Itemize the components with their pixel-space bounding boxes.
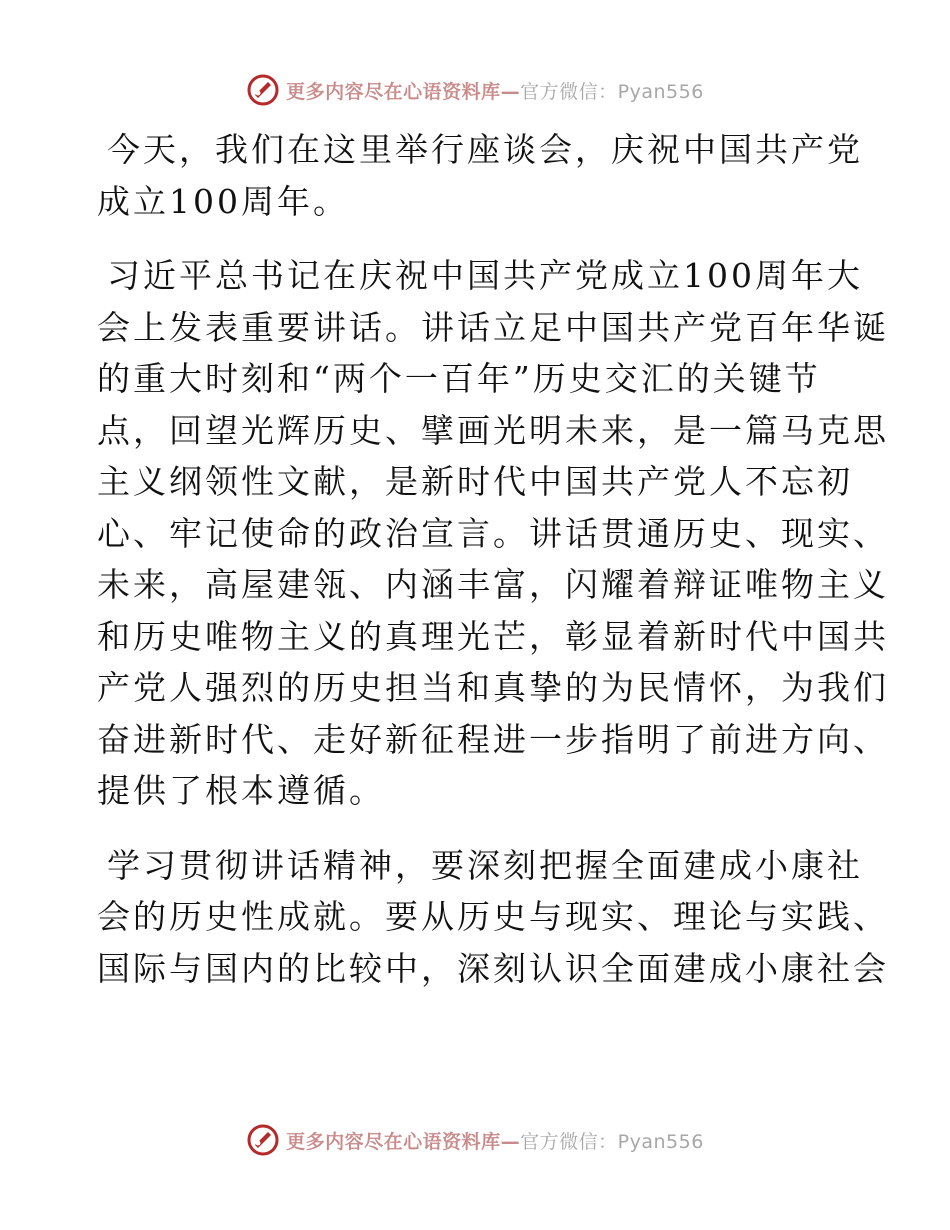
- text-line: 和历史唯物主义的真理光芒，彰显着新时代中国共: [97, 616, 889, 656]
- text-line: 成立100周年。: [97, 181, 349, 221]
- paragraph: [97, 250, 889, 817]
- footer-banner: [0, 1120, 950, 1160]
- paragraph: [97, 840, 889, 995]
- text-line: 未来，高屋建瓴、内涵丰富，闪耀着辩证唯物主义: [97, 565, 889, 604]
- banner-text: 更多内容尽在心语资料库—官方微信：Pyan556: [286, 80, 704, 103]
- text-line: 学习贯彻讲话精神，要深刻把握全面建成小康社: [107, 845, 863, 885]
- text-line: 产党人强烈的历史担当和真挚的为民情怀，为我们: [97, 668, 889, 707]
- document-body: [97, 124, 889, 1017]
- text-line: 习近平总书记在庆祝中国共产党成立100周年大: [107, 256, 863, 295]
- banner-text: 更多内容尽在心语资料库—官方微信：Pyan556: [286, 1130, 704, 1153]
- text-line: 会的历史性成就。要从历史与现实、理论与实践、: [97, 897, 889, 936]
- header-banner: [0, 70, 950, 110]
- text-line: 今天，我们在这里举行座谈会，庆祝中国共产党: [107, 130, 863, 169]
- logo-icon: [246, 1123, 280, 1157]
- logo-icon: [246, 73, 280, 107]
- text-line: 会上发表重要讲话。讲话立足中国共产党百年华诞: [97, 307, 889, 347]
- text-line: 主义纲领性文献，是新时代中国共产党人不忘初: [97, 462, 853, 501]
- text-line: 点，回望光辉历史、擘画光明未来，是一篇马克思: [97, 410, 889, 450]
- text-line: 心、牢记使命的政治宣言。讲话贯通历史、现实、: [97, 513, 889, 553]
- text-line: 提供了根本遵循。: [97, 771, 385, 810]
- text-line: 国际与国内的比较中，深刻认识全面建成小康社会: [97, 948, 889, 988]
- text-line: 的重大时刻和“两个一百年”历史交汇的关键节: [97, 359, 821, 398]
- text-line: 奋进新时代、走好新征程进一步指明了前进方向、: [97, 719, 889, 759]
- paragraph: [97, 124, 863, 227]
